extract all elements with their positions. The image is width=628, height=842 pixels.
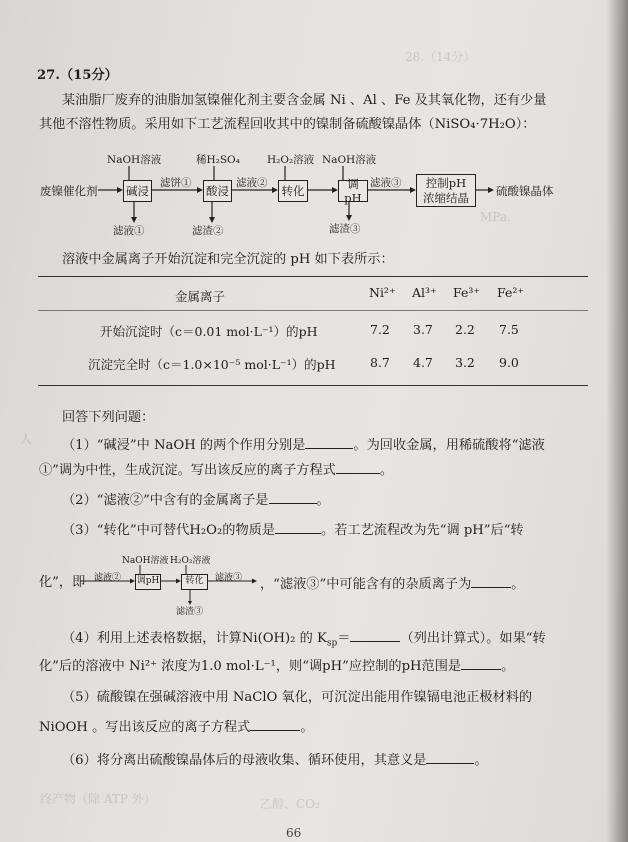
flow-filtrate3-label: 滤液③	[370, 177, 402, 189]
question-number: 27.（15分）	[37, 68, 118, 83]
q3-line1: （3）“转化”中可替代H₂O₂的物质是 。若工艺流程改为先“调 pH”后“转	[62, 523, 524, 538]
mini-flow-filtrate2: 滤液②	[94, 573, 122, 583]
flow-step-adjust-ph: 调pH	[338, 180, 368, 202]
table-header-rule	[38, 310, 588, 311]
question-intro-line: 其他不溶性物质。采用如下工艺流程回收其中的镍制备硫酸镍晶体（NiSO₄·7H₂O）：	[39, 117, 536, 132]
flow-filtrate1-label: 滤液①	[113, 225, 145, 237]
table-bottom-rule	[38, 385, 588, 386]
q3-line2-start: 化”，即	[39, 575, 86, 590]
flow-reagent-h2o2: H₂O₂溶液	[267, 154, 315, 166]
flow-start-label: 废镍催化剂	[40, 184, 98, 198]
table-top-rule	[38, 276, 588, 277]
flow-product-label: 硫酸镍晶体	[496, 184, 554, 198]
table-header-label: 金属离子	[175, 289, 226, 304]
table-row-label: 开始沉淀时（c＝0.01 mol·L⁻¹）的pH	[100, 324, 318, 339]
mini-flow-reagent-h2o2: H₂O₂溶液	[170, 556, 211, 566]
page-number: 66	[286, 826, 302, 840]
flow-reagent-naoh-2: NaOH溶液	[322, 154, 377, 166]
answer-blank[interactable]	[350, 629, 400, 642]
mini-flow-filtrate3: 滤液③	[215, 573, 243, 583]
answer-blank[interactable]	[461, 657, 501, 670]
mini-flow-step-convert: 转化	[181, 574, 208, 590]
table-header-ion: Fe²⁺	[497, 285, 524, 300]
table-cell: 8.7	[370, 355, 390, 370]
q5-line1: （5）硫酸镍在强碱溶液中用 NaClO 氧化，可沉淀出能用作镍镉电池正极材料的	[62, 690, 533, 705]
bleed-through-text: 人	[20, 432, 33, 446]
q4-line2: 化”后的溶液中 Ni²⁺ 浓度为1.0 mol·L⁻¹，则“调pH”应控制的pH范围是 。	[39, 659, 515, 674]
answer-blank[interactable]	[275, 521, 321, 534]
q4-line1: （4）利用上述表格数据，计算Ni(OH)₂ 的 $K_{sp}=$ （列出计算式）。如果“转	[62, 631, 546, 649]
table-cell: 3.7	[413, 322, 433, 337]
bleed-through-text: 28.（14分）	[405, 50, 476, 64]
flow-residue3-label: 滤渣③	[329, 223, 361, 235]
q3-line2-end: ，“滤液③”中可能含有的杂质离子为 。	[260, 577, 525, 592]
table-cell: 7.2	[370, 322, 390, 337]
q6-line: （6）将分离出硫酸镍晶体后的母液收集、循环使用，其意义是 。	[62, 753, 488, 768]
flow-residue2-label: 滤渣②	[192, 225, 224, 237]
table-intro: 溶液中金属离子开始沉淀和完全沉淀的 pH 如下表所示：	[62, 252, 394, 267]
q5-line2: NiOOH 。写出该反应的离子方程式 。	[39, 720, 314, 735]
flow-step-alkali-leach: 碱浸	[123, 180, 152, 202]
table-header-ion: Ni²⁺	[369, 285, 396, 300]
answer-blank[interactable]	[269, 491, 317, 504]
flow-filtrate2-label: 滤液②	[236, 177, 268, 189]
q1-line2: ①”调为中性，生成沉淀。写出该反应的离子方程式 。	[39, 463, 394, 478]
answer-blank[interactable]	[471, 575, 511, 588]
table-cell: 2.2	[455, 322, 475, 337]
answer-blank[interactable]	[305, 436, 353, 449]
table-header-ion: Fe³⁺	[453, 285, 480, 300]
table-row-label: 沉淀完全时（c＝1.0×10⁻⁵ mol·L⁻¹）的pH	[88, 357, 336, 372]
answer-intro: 回答下列问题：	[62, 410, 155, 425]
flow-reagent-h2so4: 稀H₂SO₄	[196, 154, 240, 166]
answer-blank[interactable]	[426, 751, 474, 764]
question-intro-line: 某油脂厂废弃的油脂加氢镍催化剂主要含金属 Ni 、Al 、Fe 及其氧化物，还有少量	[62, 93, 547, 108]
table-cell: 9.0	[499, 355, 519, 370]
q1-line1: （1）“碱浸”中 NaOH 的两个作用分别是 。为回收金属，用稀硫酸将“滤液	[62, 438, 545, 453]
flow-filter-cake-label: 滤饼①	[160, 177, 192, 189]
bleed-through-text: 乙醇、CO₂	[260, 797, 320, 811]
bleed-through-text: 终产物（除 ATP 外）	[40, 792, 156, 806]
mini-flow-residue3: 滤渣③	[176, 607, 204, 617]
table-cell: 7.5	[499, 322, 519, 337]
q2-line: （2）“滤液②”中含有的金属离子是 。	[62, 493, 330, 508]
bleed-through-text: MPa.	[480, 210, 511, 224]
mini-flow-reagent-naoh: NaOH溶液	[122, 556, 169, 566]
flow-reagent-naoh: NaOH溶液	[107, 154, 162, 166]
table-cell: 3.2	[455, 355, 475, 370]
flow-step-acid-leach: 酸浸	[203, 180, 232, 202]
answer-blank[interactable]	[336, 461, 380, 474]
mini-flow-step-adjust-ph: 调pH	[135, 574, 161, 590]
answer-blank[interactable]	[250, 718, 300, 731]
flow-step-convert: 转化	[278, 180, 308, 202]
table-header-ion: Al³⁺	[412, 285, 437, 300]
page-edge-shadow	[606, 0, 628, 842]
table-cell: 4.7	[413, 355, 433, 370]
flow-step-crystallize: 控制pH 浓缩结晶	[416, 174, 476, 207]
